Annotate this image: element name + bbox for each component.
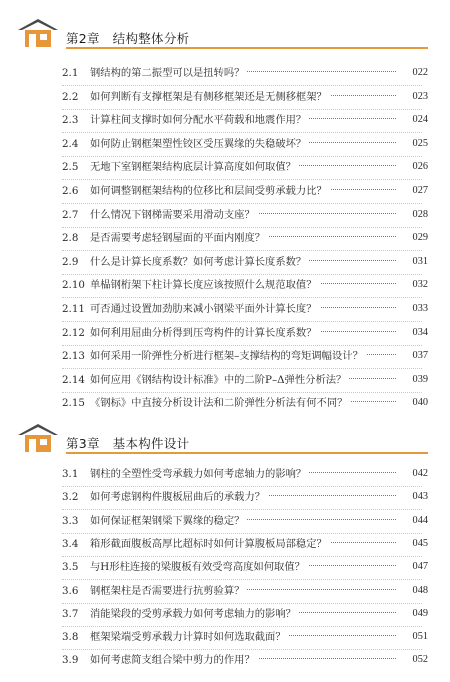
- entry-page-number: 051: [396, 628, 428, 646]
- entry-title: 如何保证框架钢梁下翼缘的稳定？: [90, 512, 247, 530]
- entry-number: 2.13: [62, 350, 85, 362]
- entry-number: 2.9: [62, 256, 79, 268]
- entry-number: 2.3: [62, 114, 79, 126]
- entry-page-number: 040: [396, 394, 428, 412]
- entry-title: 什么是计算长度系数？如何考虑计算长度系数？: [90, 253, 309, 271]
- entry-page-number: 043: [396, 488, 428, 506]
- entry-number: 3.3: [62, 515, 79, 527]
- toc-entry[interactable]: [0, 605, 450, 623]
- entry-page-number: 048: [396, 582, 428, 600]
- row-separator: [62, 486, 422, 487]
- entry-page-number: 052: [396, 651, 428, 669]
- entry-title: 无地下室钢框架结构底层计算高度如何取值？: [90, 158, 299, 176]
- entry-page-number: 037: [396, 347, 428, 365]
- toc-entry[interactable]: [0, 394, 450, 412]
- entry-title: 钢柱的全塑性受弯承载力如何考虑轴力的影响？: [90, 465, 309, 483]
- entry-number: 2.15: [62, 397, 85, 409]
- chapter-divider: [66, 452, 428, 454]
- entry-number: 2.8: [62, 232, 79, 244]
- chapter-title: 第2章 结构整体分析: [66, 31, 190, 46]
- entry-title: 箱形截面腹板高厚比超标时如何计算腹板局部稳定？: [90, 535, 330, 553]
- entry-number: 2.2: [62, 91, 79, 103]
- entry-number: 2.11: [62, 303, 85, 315]
- entry-page-number: 031: [396, 253, 428, 271]
- chapter-2-header: [16, 18, 436, 48]
- entry-number: 3.4: [62, 538, 79, 550]
- entry-page-number: 042: [396, 465, 428, 483]
- toc-entry[interactable]: [0, 324, 450, 342]
- house-icon: [16, 423, 60, 453]
- entry-title: 《钢标》中直接分析设计法和二阶弹性分析法有何不同？: [90, 394, 350, 412]
- entry-number: 2.6: [62, 185, 79, 197]
- row-separator: [62, 321, 422, 322]
- row-separator: [62, 132, 422, 133]
- row-separator: [62, 603, 422, 604]
- entry-title: 如何应用《钢结构设计标准》中的二阶P–Δ弹性分析法？: [90, 371, 349, 389]
- entry-page-number: 023: [396, 88, 428, 106]
- chapter-3-header: [16, 423, 436, 453]
- entry-page-number: 029: [396, 229, 428, 247]
- toc-entry[interactable]: [0, 512, 450, 530]
- entry-title: 单榀钢桁架下柱计算长度应该按照什么规范取值？: [90, 276, 320, 294]
- toc-entry[interactable]: [0, 488, 450, 506]
- entry-number: 3.5: [62, 561, 79, 573]
- toc-entry[interactable]: [0, 347, 450, 365]
- entry-page-number: 039: [396, 371, 428, 389]
- entry-number: 3.8: [62, 631, 79, 643]
- entry-number: 2.1: [62, 67, 79, 79]
- entry-title: 钢结构的第二振型可以是扭转吗？: [90, 64, 247, 82]
- entry-number: 2.14: [62, 374, 85, 386]
- toc-entry[interactable]: [0, 158, 450, 176]
- chapter-divider: [66, 47, 428, 49]
- entry-page-number: 032: [396, 276, 428, 294]
- entry-title: 如何防止钢框架塑性铰区受压翼缘的失稳破坏？: [90, 135, 309, 153]
- toc-entry[interactable]: [0, 229, 450, 247]
- toc-entry[interactable]: [0, 582, 450, 600]
- entry-page-number: 033: [396, 300, 428, 318]
- row-separator: [62, 392, 422, 393]
- entry-number: 2.4: [62, 138, 79, 150]
- row-separator: [62, 556, 422, 557]
- entry-number: 2.10: [62, 279, 85, 291]
- row-separator: [62, 509, 422, 510]
- entry-number: 3.7: [62, 608, 79, 620]
- entry-page-number: 049: [396, 605, 428, 623]
- entry-page-number: 025: [396, 135, 428, 153]
- entry-page-number: 047: [396, 558, 428, 576]
- row-separator: [62, 274, 422, 275]
- toc-entry[interactable]: [0, 651, 450, 669]
- entry-title: 计算柱间支撑时如何分配水平荷载和地震作用？: [90, 111, 309, 129]
- toc-entry[interactable]: [0, 182, 450, 200]
- toc-entry[interactable]: [0, 206, 450, 224]
- toc-entry[interactable]: [0, 111, 450, 129]
- toc-entry[interactable]: [0, 465, 450, 483]
- toc-entry[interactable]: [0, 64, 450, 82]
- entry-title: 钢框架柱是否需要进行抗剪验算？: [90, 582, 247, 600]
- row-separator: [62, 156, 422, 157]
- toc-entry[interactable]: [0, 135, 450, 153]
- entry-title: 消能梁段的受剪承载力如何考虑轴力的影响？: [90, 605, 299, 623]
- row-separator: [62, 649, 422, 650]
- row-separator: [62, 250, 422, 251]
- row-separator: [62, 345, 422, 346]
- entry-number: 3.1: [62, 468, 79, 480]
- chapter-title: 第3章 基本构件设计: [66, 436, 190, 451]
- row-separator: [62, 227, 422, 228]
- toc-entry[interactable]: [0, 628, 450, 646]
- entry-title: 与H形柱连接的梁腹板有效受弯高度如何取值？: [90, 558, 308, 576]
- entry-number: 3.2: [62, 491, 79, 503]
- house-icon: [16, 18, 60, 48]
- entry-page-number: 024: [396, 111, 428, 129]
- entry-page-number: 034: [396, 324, 428, 342]
- toc-entry[interactable]: [0, 371, 450, 389]
- entry-title: 如何考虑简支组合梁中剪力的作用？: [90, 651, 258, 669]
- entry-title: 什么情况下钢梯需要采用滑动支座？: [90, 206, 258, 224]
- entry-page-number: 027: [396, 182, 428, 200]
- entry-title: 如何采用一阶弹性分析进行框架–支撑结构的弯矩调幅设计？: [90, 347, 366, 365]
- entry-number: 2.7: [62, 209, 79, 221]
- row-separator: [62, 203, 422, 204]
- entry-number: 3.9: [62, 654, 79, 666]
- row-separator: [62, 109, 422, 110]
- entry-page-number: 026: [396, 158, 428, 176]
- row-separator: [62, 297, 422, 298]
- entry-title: 如何利用屈曲分析得到压弯构件的计算长度系数？: [90, 324, 320, 342]
- entry-title: 如何考虑钢构件腹板屈曲后的承载力？: [90, 488, 268, 506]
- row-separator: [62, 579, 422, 580]
- entry-page-number: 045: [396, 535, 428, 553]
- entry-number: 2.5: [62, 161, 79, 173]
- entry-page-number: 028: [396, 206, 428, 224]
- row-separator: [62, 626, 422, 627]
- row-separator: [62, 85, 422, 86]
- toc-entry[interactable]: [0, 276, 450, 294]
- toc-entry[interactable]: [0, 300, 450, 318]
- entry-page-number: 022: [396, 64, 428, 82]
- entry-page-number: 044: [396, 512, 428, 530]
- toc-entry[interactable]: [0, 535, 450, 553]
- row-separator: [62, 179, 422, 180]
- toc-entry[interactable]: [0, 88, 450, 106]
- entry-title: 是否需要考虑轻钢屋面的平面内刚度？: [90, 229, 268, 247]
- entry-title: 框架梁端受剪承载力计算时如何选取截面？: [90, 628, 289, 646]
- toc-entry[interactable]: [0, 558, 450, 576]
- row-separator: [62, 533, 422, 534]
- entry-number: 2.12: [62, 327, 85, 339]
- entry-title: 如何判断有支撑框架是有侧移框架还是无侧移框架？: [90, 88, 330, 106]
- entry-title: 如何调整钢框架结构的位移比和层间受剪承载力比？: [90, 182, 330, 200]
- entry-title: 可否通过设置加劲肋来减小钢梁平面外计算长度？: [90, 300, 320, 318]
- toc-entry[interactable]: [0, 253, 450, 271]
- entry-number: 3.6: [62, 585, 79, 597]
- row-separator: [62, 368, 422, 369]
